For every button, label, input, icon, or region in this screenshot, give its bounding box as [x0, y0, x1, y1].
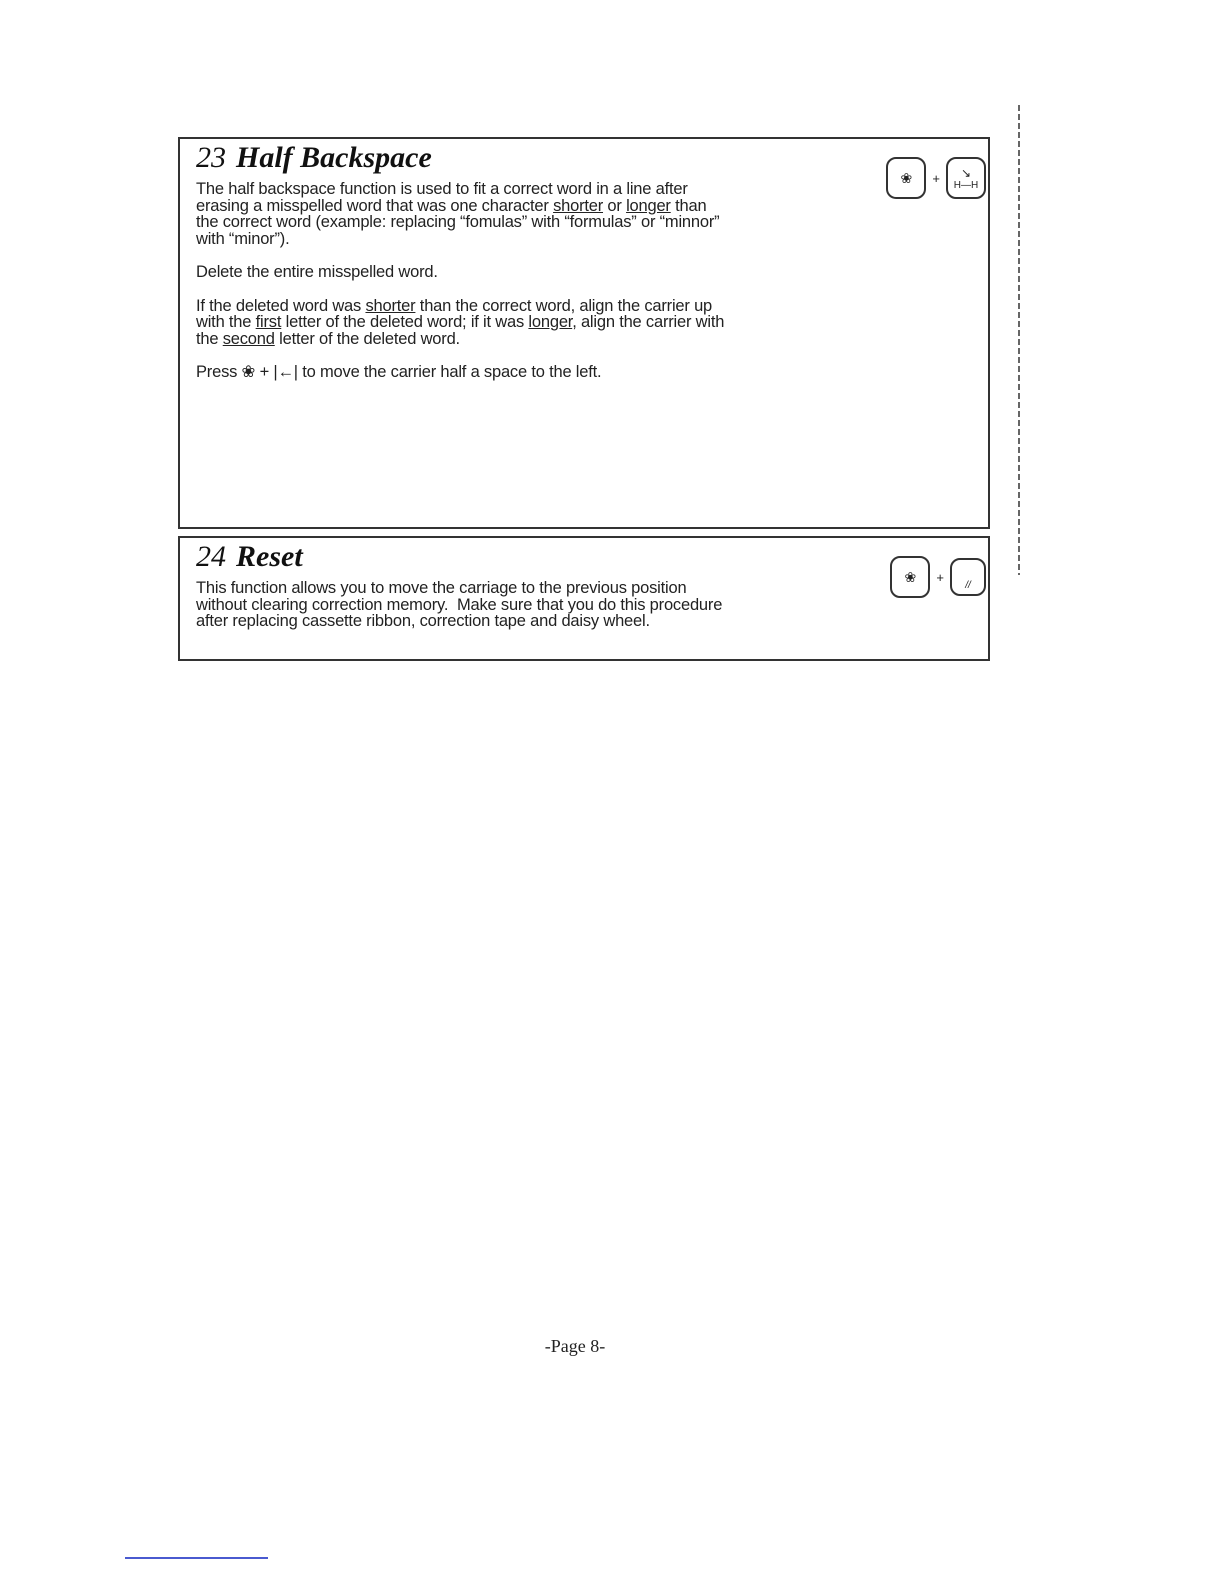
- section-half-backspace: [178, 137, 990, 529]
- scan-edge-mark: [1018, 105, 1020, 575]
- text-line: [196, 214, 724, 231]
- section-number: 24: [196, 540, 226, 573]
- plus-sign: +: [936, 569, 944, 585]
- text-line: [196, 597, 722, 614]
- plus-sign: +: [932, 170, 940, 186]
- text-segment: than: [670, 196, 707, 215]
- underlined-text: longer: [626, 196, 671, 215]
- text-segment: with “minor”).: [196, 229, 290, 248]
- page-number: -Page 8-: [544, 1336, 606, 1356]
- key-top-label: ↘: [960, 165, 972, 180]
- text-segment: If the deleted word was: [196, 296, 366, 315]
- text-line: [196, 314, 724, 331]
- section-title: [196, 141, 432, 175]
- text-segment: Delete the entire misspelled word.: [196, 263, 438, 281]
- reset-key-icon: [950, 558, 986, 596]
- text-segment: the correct word (example: replacing “fomulas” with “formulas” or “minnor”: [196, 213, 720, 231]
- underlined-text: first: [255, 313, 282, 331]
- section-title-text: Reset: [236, 540, 303, 573]
- section-reset: [178, 536, 990, 661]
- code-key-label: ❀: [904, 568, 917, 585]
- text-line: [196, 364, 724, 381]
- code-key-icon: [886, 157, 926, 199]
- paragraph: [196, 181, 724, 247]
- blue-rule: [125, 1557, 268, 1559]
- paragraph: [196, 364, 724, 381]
- underlined-text: longer: [528, 313, 573, 331]
- text-line: [196, 298, 724, 315]
- text-line: [196, 198, 724, 215]
- key-bottom-label: H—H: [953, 179, 979, 191]
- text-segment: than the correct word, align the carrier up: [415, 296, 713, 315]
- section-body: [196, 580, 722, 647]
- paragraph: [196, 264, 724, 281]
- section-body: [196, 181, 724, 398]
- text-segment: letter of the deleted word; if it was: [281, 313, 529, 331]
- section-number: 23: [196, 141, 226, 174]
- text-segment: or: [603, 196, 627, 215]
- text-line: [196, 231, 724, 248]
- underlined-text: shorter: [553, 196, 604, 215]
- text-line: [196, 580, 722, 597]
- text-line: [196, 331, 724, 348]
- text-line: [196, 264, 724, 281]
- text-segment: , align the carrier with: [572, 313, 725, 331]
- section-title-text: Half Backspace: [236, 141, 432, 174]
- text-line: [196, 613, 722, 630]
- text-segment: This function allows you to move the carriage to the previous position: [196, 579, 687, 597]
- code-key-label: ❀: [900, 169, 913, 186]
- paragraph: [196, 298, 724, 348]
- key-combo: [890, 556, 986, 598]
- text-segment: letter of the deleted word.: [274, 329, 460, 348]
- underlined-text: second: [222, 329, 275, 348]
- key-combo: [886, 157, 986, 199]
- text-segment: with the: [196, 313, 256, 331]
- text-segment: The half backspace function is used to fit a correct word in a line after: [196, 180, 688, 198]
- paragraph: [196, 580, 722, 630]
- text-line: [196, 181, 724, 198]
- half-backspace-key-icon: [946, 157, 986, 199]
- text-segment: erasing a misspelled word that was one character: [196, 196, 554, 215]
- reset-key-label: //: [965, 580, 971, 591]
- code-key-icon: [890, 556, 930, 598]
- underlined-text: shorter: [365, 296, 416, 315]
- text-segment: without clearing correction memory. Make sure that you do this procedure: [196, 595, 723, 614]
- text-segment: Press ❀ + |←| to move the carrier half a space to the left.: [196, 363, 602, 381]
- text-segment: after replacing cassette ribbon, correction tape and daisy wheel.: [196, 612, 650, 630]
- section-title: [196, 540, 303, 574]
- text-segment: the: [196, 329, 223, 348]
